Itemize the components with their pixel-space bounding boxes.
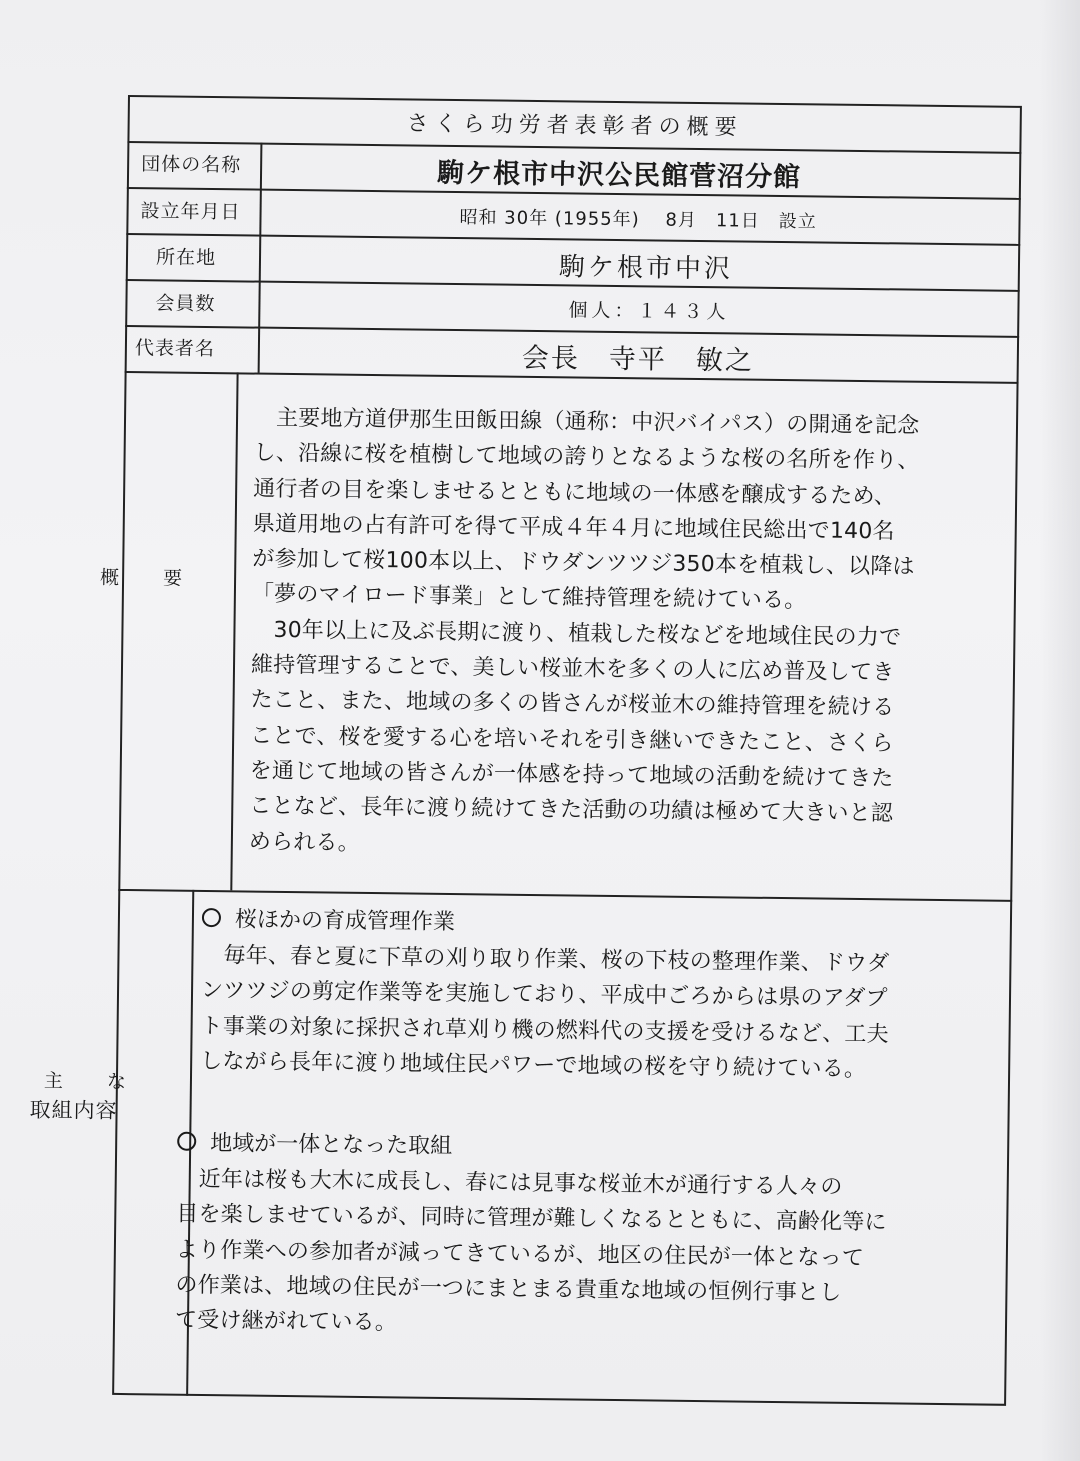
activity-line: の作業は、地域の住民が一つにまとまる貴重な地域の恒例行事とし <box>175 1272 842 1306</box>
activity-line: 近年は桜も大木に成長し、春には見事な桜並木が通行する人々の <box>198 1166 843 1200</box>
summary-line: ことで、桜を愛する心を培いそれを引き継いできたこと、さくら <box>250 723 894 757</box>
activities-label-line1: 主 な <box>43 1070 129 1094</box>
org-name-value: 駒ケ根市中沢公民館菅沼分館 <box>436 157 802 194</box>
summary-line: を通じて地域の皆さんが一体感を持って地域の活動を続けてきた <box>249 758 894 792</box>
activity-heading-1-text: 桜ほかの育成管理作業 <box>234 907 456 936</box>
summary-line: ことなど、長年に渡り続けてきた活動の功績は極めて大きいと認 <box>249 793 894 827</box>
summary-table <box>29 95 1022 1406</box>
summary-line: 維持管理することで、美しい桜並木を多くの人に広め普及してき <box>250 652 895 686</box>
activity-line: 目を楽しませているが、同時に管理が難しくなるとともに、高齢化等に <box>176 1201 887 1236</box>
activity-section-1-text <box>200 938 890 1088</box>
founded-date-label: 設立年月日 <box>140 200 241 224</box>
activity-line: 毎年、春と夏に下草の刈り取り作業、桜の下枝の整理作業、ドウダ <box>223 943 890 977</box>
activity-line: ト事業の対象に採択され草刈り機の燃料代の支援を受けるなど、工夫 <box>200 1013 889 1047</box>
summary-label: 概 要 <box>99 566 185 590</box>
activity-line: しながら長年に渡り地域住民パワーで地域の桜を守り続けている。 <box>200 1048 867 1082</box>
summary-line: たこと、また、地域の多くの皆さんが桜並木の維持管理を続ける <box>250 687 895 721</box>
representative-value: 会長 寺平 敏之 <box>521 342 754 377</box>
page-edge-shadow <box>1040 0 1080 1461</box>
summary-text <box>249 401 921 868</box>
summary-line: 県道用地の占有許可を得て平成４年４月に地域住民総出で140名 <box>252 511 895 545</box>
circle-bullet-icon <box>202 908 221 927</box>
activity-heading-2 <box>177 1126 452 1160</box>
founded-date-value: 昭和 30年 (1955年) 8月 11日 設立 <box>459 207 817 233</box>
members-label: 会員数 <box>155 292 216 316</box>
activity-line: より作業への参加者が減ってきているが、地区の住民が一体となって <box>175 1237 865 1271</box>
members-value: 個人：１４３人 <box>568 299 730 324</box>
activity-heading-2-text: 地域が一体となった取組 <box>210 1131 453 1160</box>
representative-label: 代表者名 <box>134 337 216 361</box>
circle-bullet-icon <box>177 1132 196 1151</box>
activity-heading-1 <box>202 902 455 936</box>
summary-line: 主要地方道伊那生田飯田線（通称：中沢バイパス）の開通を記念 <box>275 405 920 439</box>
summary-line: 通行者の目を楽しませるとともに地域の一体感を醸成するため、 <box>253 476 897 510</box>
summary-line: 「夢のマイロード事業」として維持管理を続けている。 <box>251 582 807 614</box>
page-title: さくら功労者表彰者の概要 <box>406 111 743 141</box>
summary-line: められる。 <box>248 829 361 856</box>
summary-line: し、沿線に桜を植樹して地域の誇りとなるような桜の名所を作り、 <box>253 440 920 474</box>
location-value: 駒ケ根市中沢 <box>558 252 734 285</box>
location-label: 所在地 <box>155 246 217 270</box>
activities-label-line2: 取組内容 <box>29 1097 118 1123</box>
summary-line: が参加して桜100本以上、ドウダンツツジ350本を植栽し、以降は <box>252 546 915 580</box>
org-name-label: 団体の名称 <box>141 153 242 177</box>
activity-line: ンツツジの剪定作業等を実施しており、平成中ごろからは県のアダプ <box>200 978 888 1012</box>
activity-line: て受け継がれている。 <box>174 1307 398 1336</box>
summary-line: 30年以上に及ぶ長期に渡り、植栽した桜などを地域住民の力で <box>273 617 902 651</box>
activity-section-2-text <box>175 1162 888 1347</box>
